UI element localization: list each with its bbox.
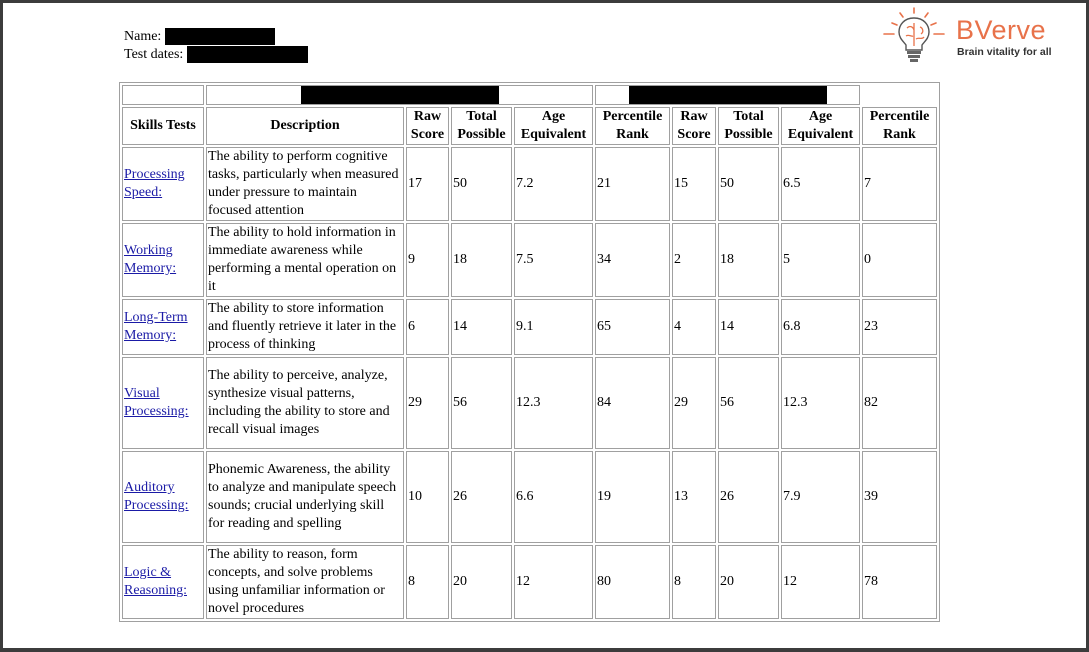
percentile-rank-cell-1: 21 xyxy=(595,147,670,221)
raw-score-cell-2: 29 xyxy=(672,357,716,449)
scores-table xyxy=(119,82,940,622)
age-equivalent-cell-2: 6.8 xyxy=(781,299,860,355)
column-header-row xyxy=(122,107,937,145)
raw-score-cell-2: 13 xyxy=(672,451,716,543)
skill-link[interactable]: Logic & Reasoning: xyxy=(124,565,187,598)
empty-header-cell xyxy=(122,85,204,105)
skill-link[interactable]: Visual Processing: xyxy=(124,386,189,419)
skill-link[interactable]: Long-Term Memory: xyxy=(124,310,188,343)
percentile-rank-cell-1: 19 xyxy=(595,451,670,543)
age-equivalent-cell-2: 5 xyxy=(781,223,860,297)
raw-score-cell-2: 15 xyxy=(672,147,716,221)
name-redaction xyxy=(165,28,275,45)
test-2-date-redaction xyxy=(629,86,827,104)
age-equivalent-cell-1: 6.6 xyxy=(514,451,593,543)
skill-cell xyxy=(122,545,204,619)
age-equivalent-header-1: Age Equivalent xyxy=(514,107,593,145)
total-possible-cell-1: 14 xyxy=(451,299,512,355)
skill-cell xyxy=(122,223,204,297)
bverve-logo xyxy=(880,6,1080,68)
table-row xyxy=(122,357,937,449)
skills-tests-header: Skills Tests xyxy=(122,107,204,145)
name-row xyxy=(124,28,308,46)
brand-tagline: Brain vitality for all xyxy=(957,46,1052,58)
total-possible-cell-1: 18 xyxy=(451,223,512,297)
raw-score-cell-1: 17 xyxy=(406,147,449,221)
table-row xyxy=(122,451,937,543)
total-possible-cell-2: 50 xyxy=(718,147,779,221)
percentile-rank-header-2: Percentile Rank xyxy=(862,107,937,145)
percentile-rank-cell-1: 65 xyxy=(595,299,670,355)
age-equivalent-cell-2: 6.5 xyxy=(781,147,860,221)
total-possible-header-1: Total Possible xyxy=(451,107,512,145)
raw-score-header-2: Raw Score xyxy=(672,107,716,145)
age-equivalent-cell-1: 7.2 xyxy=(514,147,593,221)
description-header: Description xyxy=(206,107,404,145)
test-2-header xyxy=(595,85,860,105)
table-row xyxy=(122,299,937,355)
total-possible-cell-2: 20 xyxy=(718,545,779,619)
test-dates-row xyxy=(124,46,308,64)
test-1-date-redaction xyxy=(301,86,499,104)
skill-cell xyxy=(122,357,204,449)
test-dates-label: Test dates: xyxy=(124,47,184,62)
table-row xyxy=(122,223,937,297)
table-row xyxy=(122,545,937,619)
skill-cell xyxy=(122,147,204,221)
raw-score-cell-1: 9 xyxy=(406,223,449,297)
test-dates-redaction xyxy=(187,46,308,63)
age-equivalent-cell-1: 9.1 xyxy=(514,299,593,355)
total-possible-header-2: Total Possible xyxy=(718,107,779,145)
total-possible-cell-1: 26 xyxy=(451,451,512,543)
raw-score-header-1: Raw Score xyxy=(406,107,449,145)
skill-link[interactable]: Auditory Processing: xyxy=(124,480,189,513)
test-group-header-row xyxy=(122,85,937,105)
total-possible-cell-1: 50 xyxy=(451,147,512,221)
percentile-rank-cell-2: 82 xyxy=(862,357,937,449)
test-1-header xyxy=(206,85,593,105)
description-cell: The ability to perform cognitive tasks, particularly when measured under pressure to maintain focused attention xyxy=(206,147,404,221)
raw-score-cell-1: 6 xyxy=(406,299,449,355)
raw-score-cell-2: 8 xyxy=(672,545,716,619)
skill-cell xyxy=(122,299,204,355)
percentile-rank-cell-1: 80 xyxy=(595,545,670,619)
description-cell: The ability to reason, form concepts, and solve problems using unfamiliar information or novel procedures xyxy=(206,545,404,619)
brain-bulb-icon xyxy=(880,6,952,66)
name-label: Name: xyxy=(124,29,162,44)
raw-score-cell-2: 2 xyxy=(672,223,716,297)
age-equivalent-cell-2: 12 xyxy=(781,545,860,619)
skill-cell xyxy=(122,451,204,543)
percentile-rank-header-1: Percentile Rank xyxy=(595,107,670,145)
percentile-rank-cell-2: 23 xyxy=(862,299,937,355)
skill-link[interactable]: Processing Speed: xyxy=(124,167,185,200)
age-equivalent-cell-1: 7.5 xyxy=(514,223,593,297)
age-equivalent-cell-2: 12.3 xyxy=(781,357,860,449)
age-equivalent-cell-1: 12 xyxy=(514,545,593,619)
age-equivalent-cell-2: 7.9 xyxy=(781,451,860,543)
description-cell: The ability to store information and fluently retrieve it later in the process of thinking xyxy=(206,299,404,355)
percentile-rank-cell-2: 7 xyxy=(862,147,937,221)
total-possible-cell-2: 18 xyxy=(718,223,779,297)
spacer-cell xyxy=(862,85,937,105)
skill-link[interactable]: Working Memory: xyxy=(124,243,177,276)
total-possible-cell-2: 14 xyxy=(718,299,779,355)
total-possible-cell-1: 20 xyxy=(451,545,512,619)
total-possible-cell-1: 56 xyxy=(451,357,512,449)
description-cell: The ability to hold information in immediate awareness while performing a mental operation on it xyxy=(206,223,404,297)
description-cell: The ability to perceive, analyze, synthesize visual patterns, including the ability to store and recall visual images xyxy=(206,357,404,449)
raw-score-cell-1: 10 xyxy=(406,451,449,543)
percentile-rank-cell-1: 84 xyxy=(595,357,670,449)
age-equivalent-cell-1: 12.3 xyxy=(514,357,593,449)
total-possible-cell-2: 56 xyxy=(718,357,779,449)
description-cell: Phonemic Awareness, the ability to analyze and manipulate speech sounds; crucial underlying skill for reading and spelling xyxy=(206,451,404,543)
table-row xyxy=(122,147,937,221)
raw-score-cell-2: 4 xyxy=(672,299,716,355)
total-possible-cell-2: 26 xyxy=(718,451,779,543)
percentile-rank-cell-1: 34 xyxy=(595,223,670,297)
raw-score-cell-1: 8 xyxy=(406,545,449,619)
percentile-rank-cell-2: 0 xyxy=(862,223,937,297)
age-equivalent-header-2: Age Equivalent xyxy=(781,107,860,145)
percentile-rank-cell-2: 78 xyxy=(862,545,937,619)
percentile-rank-cell-2: 39 xyxy=(862,451,937,543)
raw-score-cell-1: 29 xyxy=(406,357,449,449)
brand-name: BVerve xyxy=(956,15,1047,45)
student-info xyxy=(124,28,308,64)
